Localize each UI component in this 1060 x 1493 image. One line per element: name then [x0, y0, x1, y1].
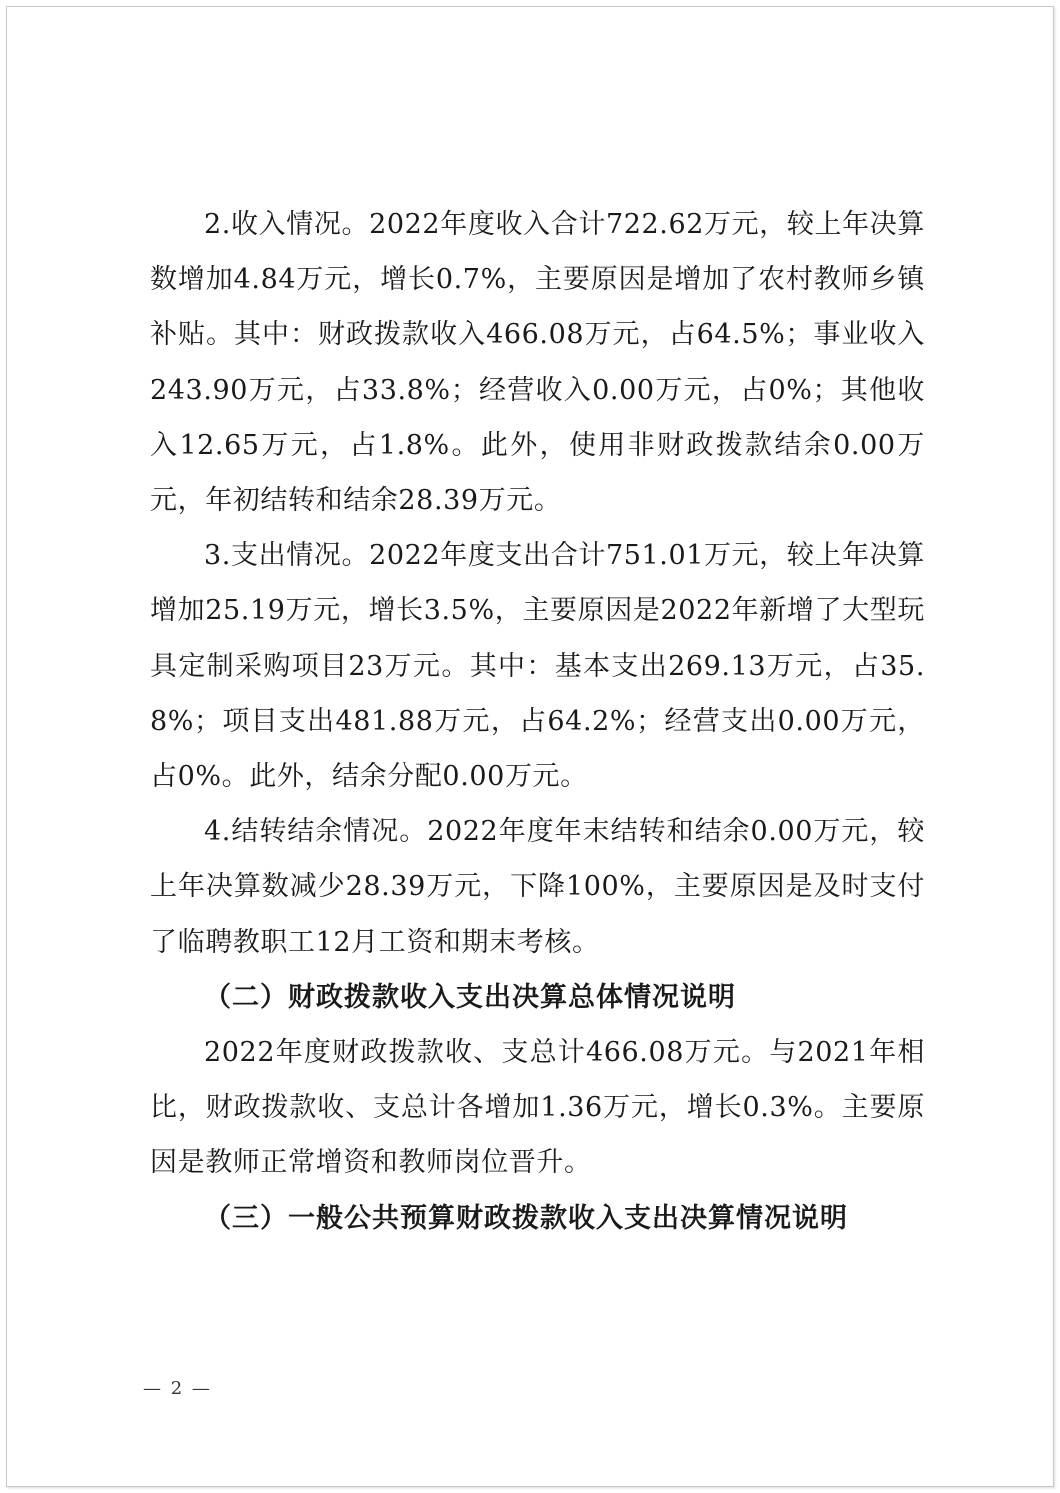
document-page — [6, 6, 1054, 1487]
section-heading-general-budget: （三）一般公共预算财政拨款收入支出决算情况说明 — [204, 1202, 848, 1234]
paragraph-carryover: 4.结转结余情况。2022年度年末结转和结余0.00万元，较上年决算数减少28.39万元，下降100%，主要原因是及时支付了临聘教职工12月工资和期末考核。 — [150, 816, 925, 958]
page-number: — 2 — — [143, 1378, 212, 1399]
paragraph-fiscal-overview: 2022年度财政拨款收、支总计466.08万元。与2021年相比，财政拨款收、支总计各增加1.36万元，增长0.3%。主要原因是教师正常增资和教师岗位晋升。 — [150, 1037, 925, 1179]
document-body — [150, 197, 925, 1246]
paragraph-income: 2.收入情况。2022年度收入合计722.62万元，较上年决算数增加4.84万元，增长0.7%，主要原因是增加了农村教师乡镇补贴。其中：财政拨款收入466.08万元，占64.5%；事业收入243.90万元，占33.8%；经营收入0.00万元，占0%；其他收入12.65万元，占1.8%。此外，使用非财政拨款结余0.00万元，年初结转和结余28.39万元。 — [150, 209, 925, 517]
paragraph-expenditure: 3.支出情况。2022年度支出合计751.01万元，较上年决算增加25.19万元，增长3.5%，主要原因是2022年新增了大型玩具定制采购项目23万元。其中：基本支出269.13万元，占35.8%；项目支出481.88万元，占64.2%；经营支出0.00万元，占0%。此外，结余分配0.00万元。 — [150, 540, 925, 793]
section-heading-fiscal-overview: （二）财政拨款收入支出决算总体情况说明 — [204, 981, 736, 1013]
